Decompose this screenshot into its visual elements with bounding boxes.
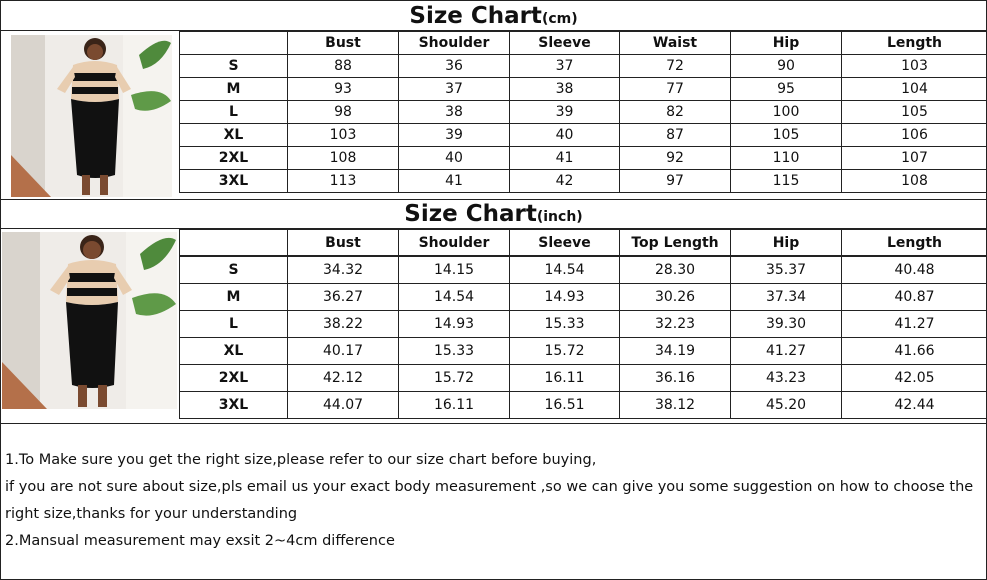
measurement-cell: 38	[399, 101, 510, 124]
measurement-cell: 16.11	[510, 365, 620, 392]
inch-chart-unit: (inch)	[536, 209, 583, 225]
measurement-cell: 34.32	[288, 256, 399, 284]
measurement-cell: 15.33	[510, 311, 620, 338]
measurement-cell: 16.11	[399, 392, 510, 419]
size-label: 2XL	[180, 147, 288, 170]
measurement-cell: 14.15	[399, 256, 510, 284]
measurement-cell: 14.93	[399, 311, 510, 338]
table-row	[180, 311, 987, 338]
note-line: right size,thanks for your understanding	[5, 506, 298, 522]
measurement-cell: 43.23	[731, 365, 842, 392]
note-line: 2.Mansual measurement may exsit 2~4cm difference	[5, 533, 395, 549]
column-header: Shoulder	[399, 230, 510, 257]
cm-chart-title-text: Size Chart	[409, 3, 542, 29]
column-header: Hip	[731, 32, 842, 55]
measurement-cell: 36.27	[288, 284, 399, 311]
table-row	[180, 365, 987, 392]
measurement-cell: 110	[731, 147, 842, 170]
column-header: Bust	[288, 230, 399, 257]
measurement-cell: 87	[620, 124, 731, 147]
measurement-cell: 39	[510, 101, 620, 124]
measurement-cell: 107	[842, 147, 987, 170]
column-header	[180, 32, 288, 55]
column-header: Waist	[620, 32, 731, 55]
measurement-cell: 38	[510, 78, 620, 101]
size-label: 2XL	[180, 365, 288, 392]
table-row	[180, 78, 987, 101]
table-row	[180, 55, 987, 78]
cm-size-table	[179, 31, 987, 193]
column-header: Length	[842, 230, 987, 257]
measurement-cell: 32.23	[620, 311, 731, 338]
column-header: Sleeve	[510, 32, 620, 55]
measurement-cell: 115	[731, 170, 842, 193]
measurement-cell: 105	[731, 124, 842, 147]
size-notes	[5, 447, 980, 555]
size-label: M	[180, 78, 288, 101]
measurement-cell: 15.72	[399, 365, 510, 392]
measurement-cell: 106	[842, 124, 987, 147]
measurement-cell: 92	[620, 147, 731, 170]
table-row	[180, 170, 987, 193]
measurement-cell: 37	[399, 78, 510, 101]
table-row	[180, 392, 987, 419]
model-photo	[11, 35, 172, 197]
measurement-cell: 72	[620, 55, 731, 78]
measurement-cell: 45.20	[731, 392, 842, 419]
column-header: Hip	[731, 230, 842, 257]
table-row	[180, 284, 987, 311]
column-header: Sleeve	[510, 230, 620, 257]
size-label: S	[180, 256, 288, 284]
note-line: 1.To Make sure you get the right size,please refer to our size chart before buying,	[5, 452, 597, 468]
measurement-cell: 14.54	[399, 284, 510, 311]
measurement-cell: 36	[399, 55, 510, 78]
measurement-cell: 38.12	[620, 392, 731, 419]
table-header-row	[180, 32, 987, 55]
measurement-cell: 16.51	[510, 392, 620, 419]
measurement-cell: 40.48	[842, 256, 987, 284]
dress-model-image	[2, 232, 177, 409]
measurement-cell: 14.93	[510, 284, 620, 311]
measurement-cell: 90	[731, 55, 842, 78]
measurement-cell: 93	[288, 78, 399, 101]
column-header: Top Length	[620, 230, 731, 257]
column-header: Bust	[288, 32, 399, 55]
measurement-cell: 95	[731, 78, 842, 101]
size-label: XL	[180, 124, 288, 147]
measurement-cell: 42.05	[842, 365, 987, 392]
measurement-cell: 34.19	[620, 338, 731, 365]
inch-size-table	[179, 229, 987, 419]
measurement-cell: 77	[620, 78, 731, 101]
measurement-cell: 37.34	[731, 284, 842, 311]
table-row	[180, 338, 987, 365]
size-label: L	[180, 311, 288, 338]
measurement-cell: 41.27	[842, 311, 987, 338]
measurement-cell: 37	[510, 55, 620, 78]
measurement-cell: 100	[731, 101, 842, 124]
measurement-cell: 40.17	[288, 338, 399, 365]
measurement-cell: 40.87	[842, 284, 987, 311]
measurement-cell: 40	[510, 124, 620, 147]
measurement-cell: 39	[399, 124, 510, 147]
column-header	[180, 230, 288, 257]
measurement-cell: 42.44	[842, 392, 987, 419]
size-label: 3XL	[180, 392, 288, 419]
inch-chart-title	[1, 200, 986, 231]
measurement-cell: 108	[288, 147, 399, 170]
size-label: M	[180, 284, 288, 311]
measurement-cell: 44.07	[288, 392, 399, 419]
measurement-cell: 36.16	[620, 365, 731, 392]
model-photo	[2, 232, 177, 409]
measurement-cell: 41	[399, 170, 510, 193]
measurement-cell: 28.30	[620, 256, 731, 284]
measurement-cell: 41.27	[731, 338, 842, 365]
measurement-cell: 104	[842, 78, 987, 101]
measurement-cell: 41	[510, 147, 620, 170]
measurement-cell: 14.54	[510, 256, 620, 284]
table-header-row	[180, 230, 987, 257]
measurement-cell: 40	[399, 147, 510, 170]
measurement-cell: 98	[288, 101, 399, 124]
table-row	[180, 101, 987, 124]
note-line: if you are not sure about size,pls email us your exact body measurement ,so we can give you some suggestion on how to choose the	[5, 479, 974, 495]
measurement-cell: 39.30	[731, 311, 842, 338]
table-row	[180, 147, 987, 170]
size-label: 3XL	[180, 170, 288, 193]
measurement-cell: 38.22	[288, 311, 399, 338]
measurement-cell: 15.33	[399, 338, 510, 365]
size-label: L	[180, 101, 288, 124]
measurement-cell: 15.72	[510, 338, 620, 365]
measurement-cell: 82	[620, 101, 731, 124]
measurement-cell: 108	[842, 170, 987, 193]
measurement-cell: 35.37	[731, 256, 842, 284]
column-header: Shoulder	[399, 32, 510, 55]
measurement-cell: 113	[288, 170, 399, 193]
measurement-cell: 105	[842, 101, 987, 124]
measurement-cell: 41.66	[842, 338, 987, 365]
table-row	[180, 124, 987, 147]
measurement-cell: 30.26	[620, 284, 731, 311]
measurement-cell: 97	[620, 170, 731, 193]
size-label: XL	[180, 338, 288, 365]
column-header: Length	[842, 32, 987, 55]
table-row	[180, 256, 987, 284]
measurement-cell: 88	[288, 55, 399, 78]
measurement-cell: 103	[288, 124, 399, 147]
measurement-cell: 103	[842, 55, 987, 78]
measurement-cell: 42	[510, 170, 620, 193]
cm-chart-title	[1, 2, 986, 33]
measurement-cell: 42.12	[288, 365, 399, 392]
dress-model-image	[11, 35, 172, 197]
divider	[1, 423, 986, 424]
cm-chart-unit: (cm)	[541, 11, 578, 27]
size-label: S	[180, 55, 288, 78]
inch-chart-title-text: Size Chart	[404, 201, 537, 227]
